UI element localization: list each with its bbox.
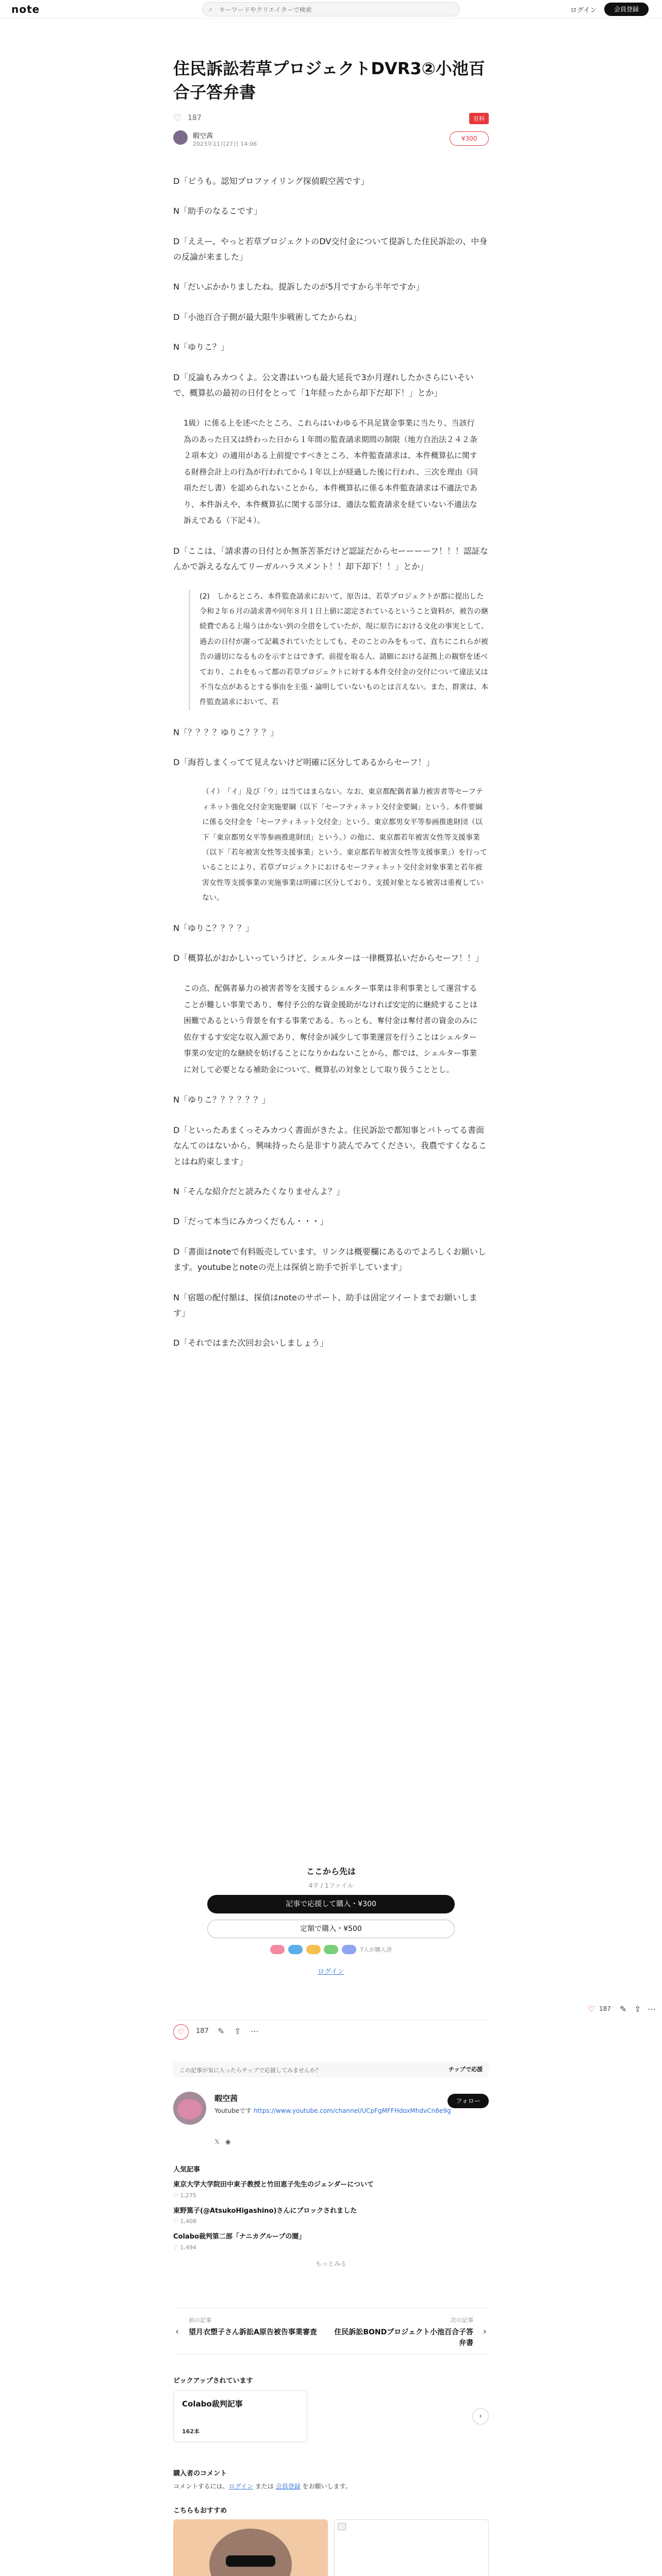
price-button[interactable]: ¥300: [450, 131, 489, 146]
prev-next-nav: [173, 2308, 489, 2354]
body-paragraph: N「そんな紹介だと読みたくなりませんよ？」: [173, 1186, 344, 1196]
comments-heading: 購入者のコメント: [173, 2470, 227, 2478]
recommend-card[interactable]: [334, 2519, 489, 2576]
body-paragraph: N「ゆりこ？？？？？？」: [173, 1095, 270, 1105]
article-like-row: [173, 113, 489, 124]
body-paragraph: N「だいぶかかりましたね。提訴したのが5月ですから半年ですか」: [173, 282, 424, 292]
popular-title[interactable]: 東野篤子(@AtsukoHigashino)さんにブロックされました: [173, 2207, 357, 2215]
body-paragraph: D「反論もみカつくよ。公文書はいつも最大延長で3か月遅れしたかさらにいそいで、概算払の最初の日付をとって「1年経ったから却下だ却下！」とか」: [173, 372, 474, 398]
recommend-section: [173, 2505, 489, 2515]
list-item[interactable]: [173, 2180, 489, 2199]
popular-heading: 人気記事: [173, 2166, 201, 2174]
creator-card: [173, 2088, 489, 2149]
rss-icon[interactable]: ◉: [225, 2138, 231, 2145]
quoted-document-2: (2) しかるところ、本件監査請求において、原告は、若草プロジェクトが都に提出した令和２年６月の請求書や同年８月１日上値に認定されているということ資料が、被告の継続費である上場うはかない到の全措をしていたが、現に原告における文化の事実として、過去の日付が謝って記載されていたとしても、そのことのみをもって、直ちにこれらが被告の適切になるものを示すとはできず、前提を取る人、請願における証拠上の観察を述べており、これをもって都の若草プロジェクトに対する本件交付金の交付について違法又は不当な点があるとする事由を主張・論明していないものとは言えない。また、群衆は、本件監査請求において、若: [189, 589, 489, 710]
action-bar: [173, 2020, 489, 2042]
creator-avatar[interactable]: [173, 2092, 206, 2125]
chevron-right-icon[interactable]: ›: [472, 2408, 489, 2425]
payment-chip-icon: [342, 1945, 356, 1954]
quoted-document-4: この点、配偶者暴力の被害者等を支援するシェルター事業は非利事業として運営することが難しい事業であり、奪付予公的な資金援助がなければ安定的に継続することは困難であるという背景を有する事業である。ちっとも、奪付金は奪付者の資金のみに依存するす安定な収入源であり、奪付金が減少して事業運営を行うことはシェルター事業の安定的な継続を妨げることになりかねないことから、都では、シェルター事業に対して必要となる補助金について、概算払の対象として取り扱うこととし。: [184, 984, 478, 1074]
body-paragraph: D「だって本当にみカつくだもん・・・」: [173, 1216, 328, 1227]
comments-login-text: [173, 2482, 489, 2490]
like-count: 1,275: [180, 2192, 196, 2199]
next-article[interactable]: [334, 2316, 473, 2349]
tip-text: この記事が気に入ったらチップで応援してみませんか？: [179, 2067, 321, 2074]
like-count: 1,408: [180, 2218, 196, 2225]
paywall-title: ここから先は: [306, 1867, 356, 1876]
creator-name[interactable]: 暇空茜: [214, 2094, 238, 2103]
heart-icon: ♡: [173, 2218, 180, 2225]
creator-description: [214, 2106, 493, 2116]
popular-likes: [173, 2218, 489, 2225]
body-paragraph: N「宿題の配付額は、探偵はnoteのサポート、助手は固定ツイートまでお願いします」: [173, 1292, 477, 1318]
payment-chip-icon: [324, 1945, 338, 1954]
like-count: 187: [196, 2027, 209, 2035]
article-title: 住民訴訟若草プロジェクトDVR3②小池百合子答弁書: [173, 59, 485, 103]
next-label: 次の記事: [451, 2317, 473, 2324]
comments-text: または: [253, 2483, 276, 2490]
more-icon[interactable]: ⋯: [251, 2026, 259, 2036]
body-paragraph: N「ゆりこ？？？？」: [173, 923, 254, 933]
body-paragraph: D「小池百合子側が最大限牛歩戦術してたからね」: [173, 312, 361, 322]
float-like-count: 187: [599, 2005, 611, 2012]
comments-section: [173, 2468, 489, 2490]
publish-date: 2023年11月27日 14:06: [193, 140, 257, 147]
share-icon[interactable]: ⇪: [234, 2026, 241, 2036]
author-row: [173, 128, 489, 149]
pickup-card[interactable]: [173, 2391, 307, 2442]
paid-badge: 有料: [469, 113, 489, 124]
quoted-document-3: （イ） 「イ」及び「ウ」は当てはまらない。なお、東京都配偶者暴力被害者等セーフティネット強化交付金実施要綱（以下「セーフティネット交付金要綱」という。本件要綱に係る交付金を「セーフティネット交付金」という。東京都男女平等参画推進財団（以下「東京都男女平等参画推進財団」という。）の他に、東京都若年被害女性等支援事業（以下「若年被害女性等支援事業」という。東京都若年被害女性等支援事業」）を行っていることにより、若草プロジェクトにおけるセーフティネット交付金対象事業と若年被害女性等支援事業の実施事業は明確に区分しており、支援対象となる被害は重複していない。: [202, 788, 487, 903]
comment-icon[interactable]: ✎: [620, 2004, 627, 2014]
comments-login-link[interactable]: ログイン: [228, 2483, 254, 2490]
popular-likes: [173, 2244, 489, 2251]
pickup-heading: ピックアップされています: [173, 2377, 253, 2385]
creator-desc-text: Youtubeです: [214, 2107, 252, 2114]
buy-article-button[interactable]: 記事で応援して購入・¥300: [207, 1895, 455, 1913]
note-logo[interactable]: note: [11, 3, 40, 15]
body-paragraph: D「といったあまくっそみカつく書面がきたよ。住民訴訟で都知事とバトってる書面なんてのはないから、興味持ったら是非すり読んでみてください。我農ですくなることはね約束します」: [173, 1125, 487, 1166]
site-header: [0, 0, 662, 19]
search-input[interactable]: [219, 5, 446, 15]
creator-social-icons: [214, 2138, 231, 2145]
body-paragraph: D「ええー、やっと若草プロジェクトのDV交付金について提訴した住民訴訟の、中身の反論が来ました」: [173, 236, 488, 262]
heart-icon[interactable]: ♡: [173, 112, 182, 124]
recommend-thumbnail[interactable]: [173, 2519, 328, 2576]
login-link[interactable]: ログイン: [570, 7, 597, 14]
pig-icon: [177, 2099, 202, 2120]
payment-chip-icon: [270, 1945, 285, 1954]
comment-icon[interactable]: ✎: [218, 2026, 225, 2036]
recommend-heading: こちらもおすすめ: [173, 2507, 227, 2515]
like-count: 187: [188, 113, 202, 122]
prev-label: 前の記事: [189, 2317, 211, 2324]
prev-title[interactable]: 望月衣塑子さん訴訟A原告被告事業審査: [189, 2328, 317, 2336]
body-paragraph: N「助手のなるこです」: [173, 206, 262, 216]
heart-icon: ♡: [173, 2244, 180, 2251]
x-icon[interactable]: 𝕏: [214, 2138, 220, 2145]
quoted-document-1: 1級）に係る上を述べたところ、これらはいわゆる不具足賃金事業に当たり、当該行為のあった日又は終わった日から１年間の監査請求期間の制限（地方自治法２４２条２項本文）の適用がある上前提ですべきところ、本件監査請求は、本件概算払に関する財務会計上の行為が行われてから１年以上が経過した後に行われ、三次を理由（同項ただし書）を認められないことから、本件概算払に係る本件監査請求は不適法であり、本件訴えや、本件概算払に関する部分は、適法な監査請求を経ていない不適法な訴えである（下記４）。: [184, 418, 478, 526]
body-paragraph: D「ここは、「請求書の日付とか無茶苦茶だけど認証だからセーーーーフ！！！認証なんかで訴えるなんてリーガルハラスメント！！却下却下！！」とか」: [173, 546, 488, 572]
comments-register-link[interactable]: 会員登録: [275, 2483, 301, 2490]
register-button[interactable]: 会員登録: [604, 3, 649, 16]
article-body: [173, 174, 489, 1351]
like-count: 1,494: [180, 2244, 196, 2251]
comments-text: をお願いします。: [300, 2483, 352, 2490]
more-icon[interactable]: ⋯: [648, 2004, 656, 2014]
body-paragraph: N「ゆりこ？」: [173, 342, 229, 352]
body-paragraph: D「書面はnoteで有料販売しています。リンクは概要欄にあるのでよろしくお願いします。youtubeとnoteの売上は探偵と助手で折半しています」: [173, 1246, 486, 1273]
payment-chip-icon: [288, 1945, 303, 1954]
like-button[interactable]: ♡: [173, 2024, 189, 2040]
chevron-left-icon[interactable]: ‹: [175, 2326, 179, 2337]
search-icon: ⌕: [209, 6, 213, 13]
tip-support-row: [173, 2062, 489, 2077]
author-name[interactable]: 暇空茜: [193, 132, 213, 140]
creator-youtube-link[interactable]: https://www.youtube.com/channel/UCpFgMFFHdoxMhdvCn8e9g: [253, 2107, 451, 2114]
popular-title[interactable]: 東京大学大学院田中東子教授と竹田恵子先生のジェンダーについて: [173, 2181, 374, 2189]
share-icon[interactable]: ⇪: [634, 2004, 641, 2014]
author-avatar[interactable]: [173, 130, 188, 145]
recommend-card[interactable]: [173, 2519, 328, 2576]
body-paragraph: D「それではまた次回お会いしましょう」: [173, 1338, 328, 1348]
payment-chip-icon: [306, 1945, 321, 1954]
sunglasses-icon: [226, 2555, 275, 2567]
paywall-note: 4字 / 1ファイル: [308, 1882, 354, 1889]
purchase-count: 7人が購入済: [359, 1946, 392, 1953]
pickup-card-title: Colabo裁判記事: [182, 2399, 243, 2409]
image-placeholder-icon: [338, 2523, 346, 2530]
pickup-card-count: 162本: [182, 2428, 200, 2435]
popular-title[interactable]: Colabo裁判第二部「ナニカグループの闇」: [173, 2233, 306, 2241]
monthly-plan-button[interactable]: 定額で購入・¥500: [207, 1920, 455, 1938]
body-paragraph: N「？？？？ゆりこ？？？」: [173, 727, 278, 737]
popular-likes: [173, 2192, 489, 2199]
tip-button[interactable]: チップで応援: [449, 2066, 483, 2073]
list-item[interactable]: [173, 2206, 489, 2225]
paywall-login-link[interactable]: ログイン: [318, 1968, 344, 1976]
broken-image-icon[interactable]: [334, 2519, 489, 2576]
prev-article[interactable]: [189, 2316, 328, 2338]
pig-icon: [209, 2529, 292, 2576]
comments-text: コメントするには、: [173, 2483, 229, 2490]
next-title[interactable]: 住民訴訟BONDプロジェクト小池百合子答弁書: [334, 2328, 473, 2347]
heart-icon[interactable]: ♡: [588, 2004, 595, 2014]
article: [173, 57, 489, 1366]
follow-button[interactable]: フォロー: [448, 2094, 489, 2108]
payment-methods: [173, 1944, 489, 1956]
more-link[interactable]: もっとみる: [315, 2260, 346, 2267]
body-paragraph: D「概算払がおかしいっていうけど、シェルターは一律概算払いだからセーフ！！」: [173, 953, 484, 963]
heart-icon: ♡: [173, 2192, 180, 2199]
chevron-right-icon[interactable]: ›: [483, 2326, 487, 2337]
list-item[interactable]: [173, 2232, 489, 2251]
paywall: [173, 1865, 489, 1976]
floating-actions: [588, 2004, 660, 2016]
popular-articles: [173, 2164, 489, 2268]
body-paragraph: D「海苔しまくってて見えないけど明確に区分してあるからセーフ！」: [173, 757, 435, 768]
pickup-section: [173, 2375, 489, 2452]
search-box[interactable]: [202, 2, 460, 16]
body-paragraph: D「ピうも。認知プロファイリング探偵暇空茜です」: [173, 176, 369, 186]
